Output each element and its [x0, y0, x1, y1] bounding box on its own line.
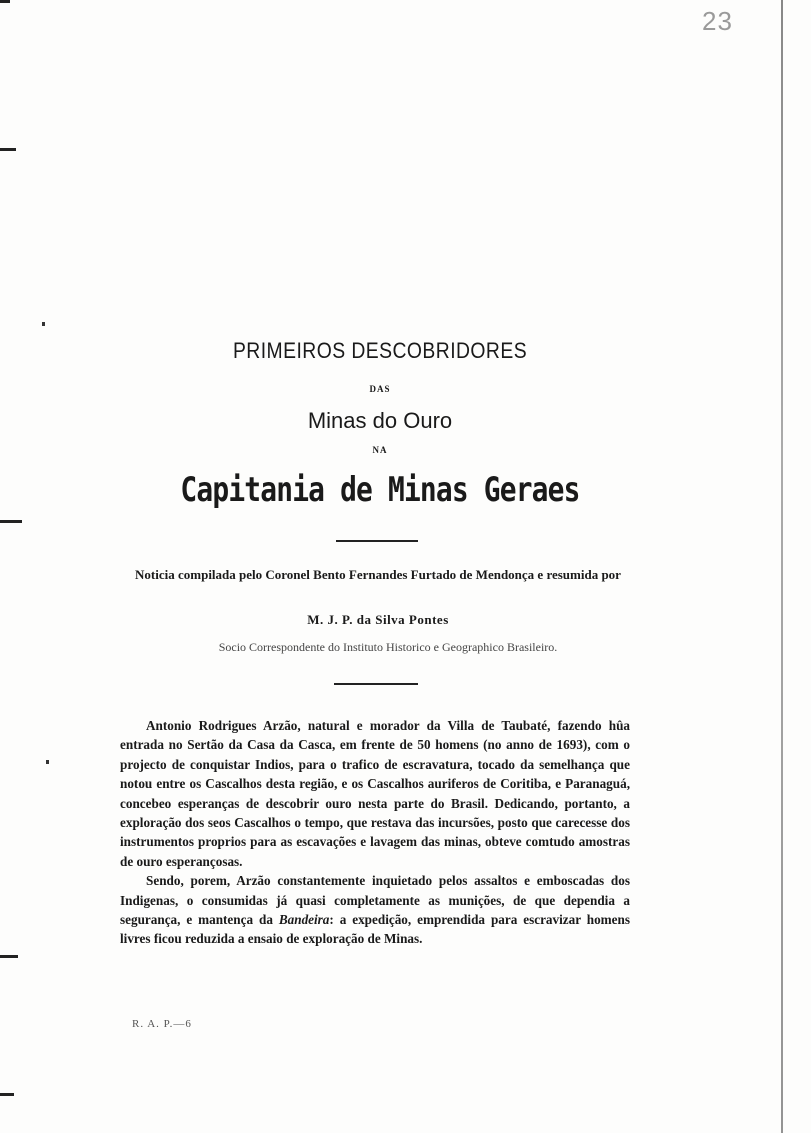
scan-mark [0, 520, 22, 523]
paragraph-1: Antonio Rodrigues Arzão, natural e morador da Villa de Taubaté, fazendo hûa entrada no Sertão da Casa da Casca, em frente de 50 homens (no anno de 1693), com o projecto de conquistar Indios, para o trafico de escravatura, tocado da semelhança que notou entre os Cascalhos desta região, e os Cascalhos auriferos de Coritiba, e Paranaguá, concebeo esperanças de descobrir ouro nesta parte do Brasil. Dedicando, portanto, a exploração dos seos Cascalhos o tempo, que restava das incursões, posto que carecesse dos instrumentos proprios para as escavações e lavagem das minas, obteve comtudo amostras de ouro esperançosas. [120, 718, 630, 869]
author-affiliation: Socio Correspondente do Instituto Historico e Geographico Brasileiro. [218, 640, 558, 654]
page-number: 23 [702, 6, 733, 36]
title-connector-das: DAS [369, 384, 391, 394]
title-line-1: PRIMEIROS DESCOBRIDORES [232, 338, 528, 363]
scan-right-edge [781, 0, 783, 1133]
body-text [120, 716, 630, 949]
scan-mark [0, 148, 16, 151]
paragraph-2-italic: Bandeira [278, 912, 330, 928]
footer-reference: R. A. P.—6 [132, 1018, 192, 1030]
paragraph-2-text: Sendo, porem, Arzão constantemente inquietado pelos assaltos e emboscadas dos Indigenas, o consumidas já quasi completamente as munições, de que dependia a segurança, e mantença da [120, 873, 630, 928]
title-main: Capitania de Minas Geraes [180, 470, 580, 510]
title-connector-na: NA [372, 445, 388, 455]
scan-mark [0, 0, 10, 3]
title-line-3: Minas do Ouro [307, 408, 453, 433]
scan-left-edge [0, 0, 12, 1133]
divider-bottom [334, 683, 418, 685]
scan-speck [46, 760, 49, 764]
divider-top [336, 540, 418, 542]
scan-speck [42, 322, 45, 326]
scan-mark [0, 1093, 14, 1096]
paragraph-2-text-end: : a expedição, emprendida para escravizar homens livres ficou reduzida a ensaio de exploração de Minas. [120, 912, 630, 947]
scan-mark [0, 955, 18, 958]
author-name: M. J. P. da Silva Pontes [307, 612, 449, 627]
compilation-notice: Noticia compilada pelo Coronel Bento Fernandes Furtado de Mendonça e resumida por [135, 567, 621, 582]
paragraph-2 [120, 871, 630, 949]
